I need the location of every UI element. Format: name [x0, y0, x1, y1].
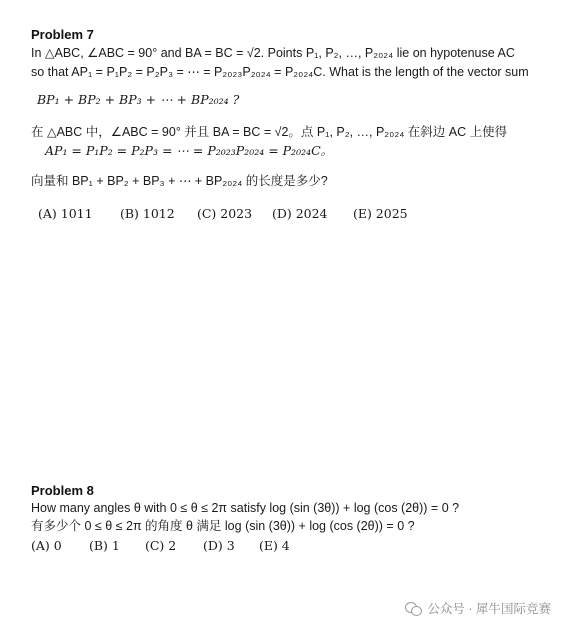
choice-e: (E) 2025: [352, 206, 408, 221]
choice-d: (D) 3: [202, 538, 235, 553]
choice-e: (E) 4: [258, 538, 290, 553]
problem-7-en-line-1: In △ABC, ∠ABC = 90° and BA = BC = √2. Points P₁, P₂, …, P₂₀₂₄ lie on hypotenuse AC: [31, 46, 515, 60]
choice-b: (B) 1012: [119, 206, 175, 221]
choice-b: (B) 1: [88, 538, 120, 553]
problem-7-en-line-2: so that AP₁ = P₁P₂ = P₂P₃ = ⋯ = P₂₀₂₃P₂₀₂₄ = P₂₀₂₄C. What is the length of the vector sum: [31, 65, 529, 79]
problem-7-zh-line-2: AP₁ = P₁P₂ = P₂P₃ = ⋯ = P₂₀₂₃P₂₀₂₄ = P₂₀₂₄C。: [45, 143, 334, 158]
problem-8-zh-line-1: 有多少个 0 ≤ θ ≤ 2π 的角度 θ 满足 log (sin (3θ)) + log (cos (2θ)) = 0 ?: [31, 519, 415, 533]
problem-8-choices: [31, 538, 290, 553]
watermark: [405, 599, 551, 617]
watermark-text: 公众号 · 犀牛国际竞赛: [427, 602, 551, 616]
choice-c: (C) 2023: [196, 206, 253, 221]
choice-a: (A) 1011: [38, 206, 93, 221]
problem-8-en-line-1: How many angles θ with 0 ≤ θ ≤ 2π satisfy log (sin (3θ)) + log (cos (2θ)) = 0 ?: [31, 501, 460, 515]
problem-8-title: Problem 8: [31, 483, 94, 498]
problem-7-zh-line-1: 在 △ABC 中，∠ABC = 90° 并且 BA = BC = √2。点 P₁, P₂, …, P₂₀₂₄ 在斜边 AC 上使得: [31, 125, 508, 139]
choice-c: (C) 2: [144, 538, 177, 553]
problem-7-zh-line-3: 向量和 BP₁ + BP₂ + BP₃ + ⋯ + BP₂₀₂₄ 的长度是多少?: [31, 174, 328, 188]
choice-d: (D) 2024: [271, 206, 328, 221]
problem-7-choices: [38, 206, 408, 221]
wechat-icon: [405, 601, 421, 615]
problem-7-title: Problem 7: [31, 27, 94, 42]
problem-7-en-line-3: BP₁ + BP₂ + BP₃ + ⋯ + BP₂₀₂₄ ?: [37, 92, 240, 107]
choice-a: (A) 0: [31, 538, 62, 553]
